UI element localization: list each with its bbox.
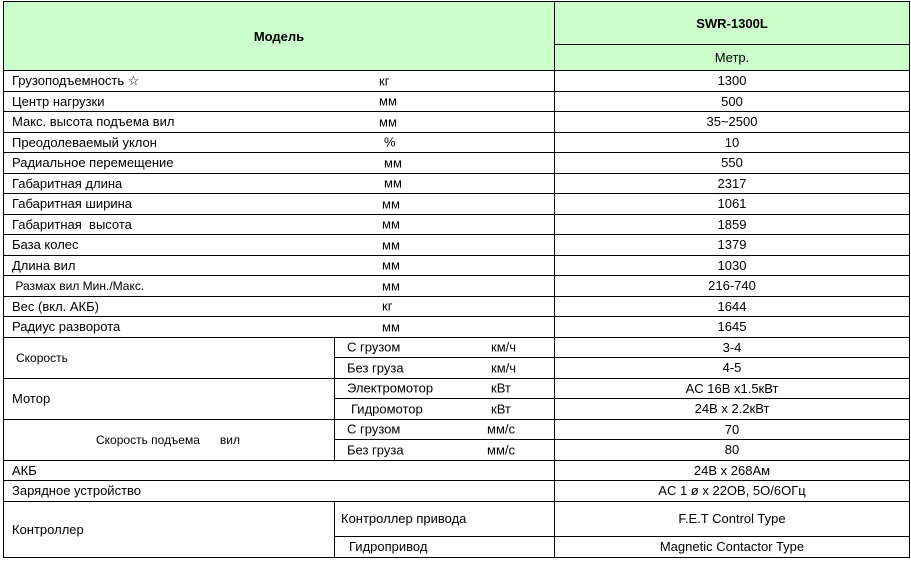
row-value: Magnetic Contactor Type (555, 536, 910, 557)
row-unit: мм (382, 278, 400, 294)
row-name (4, 71, 555, 92)
table-row (4, 194, 910, 215)
row-value: 1030 (555, 255, 910, 276)
table-row (4, 276, 910, 297)
column-unit: Метр. (555, 45, 910, 71)
row-value: AC 16В x1.5кВт (555, 378, 910, 399)
row-label: Габаритная высота (12, 216, 132, 232)
row-label: Габаритная ширина (12, 196, 133, 212)
table-row (4, 337, 910, 358)
sub-unit: кВт (491, 401, 511, 417)
row-value: 1300 (555, 71, 910, 92)
row-unit: мм (382, 237, 400, 253)
table-row (4, 317, 910, 338)
table-row (4, 235, 910, 256)
controller-drive: Контроллер привода (335, 501, 555, 536)
row-value: 1859 (555, 214, 910, 235)
row-unit: мм (382, 319, 400, 335)
row-value: 1645 (555, 317, 910, 338)
table-row (4, 71, 910, 92)
sub-unit: мм/с (487, 421, 515, 437)
controller-label: Контроллер (4, 501, 335, 557)
row-value: 70 (555, 419, 910, 440)
table-row (4, 460, 910, 481)
row-unit: мм (379, 93, 397, 109)
row-value: 24В x 2.2кВт (555, 399, 910, 420)
row-name (4, 112, 555, 133)
row-name (4, 214, 555, 235)
speed-loaded (335, 337, 555, 358)
row-unit: мм (382, 257, 400, 273)
motor-hydraulic (335, 399, 555, 420)
sub-label: Гидромотор (351, 401, 423, 417)
table-row (4, 173, 910, 194)
table-row (4, 112, 910, 133)
table-row (4, 153, 910, 174)
motor-electric (335, 378, 555, 399)
battery-label: АКБ (4, 460, 555, 481)
row-name (4, 153, 555, 174)
sub-unit: км/ч (491, 360, 517, 376)
row-label: Преодолеваемый уклон (12, 134, 157, 150)
row-label: Размах вил Мин./Макс. (12, 278, 145, 293)
table-row (4, 91, 910, 112)
row-name (4, 132, 555, 153)
sub-unit: км/ч (491, 339, 517, 355)
lift-speed-unloaded (335, 440, 555, 461)
sub-label: Электромотор (347, 380, 434, 396)
row-unit: мм (382, 196, 400, 212)
model-header: Модель (4, 2, 555, 71)
row-value: 4-5 (555, 358, 910, 379)
row-value: F.E.T Control Type (555, 501, 910, 536)
row-name (4, 255, 555, 276)
speed-label: Скорость (4, 337, 335, 378)
row-value: 1061 (555, 194, 910, 215)
row-label: Центр нагрузки (12, 93, 105, 109)
row-label: Радиальное перемещение (12, 155, 174, 171)
sub-label: С грузом (347, 421, 401, 437)
table-row (4, 296, 910, 317)
row-unit: мм (384, 155, 402, 171)
speed-unloaded (335, 358, 555, 379)
row-value: 216-740 (555, 276, 910, 297)
row-name (4, 276, 555, 297)
table-row (4, 378, 910, 399)
row-value: 1379 (555, 235, 910, 256)
model-code: SWR-1300L (555, 2, 910, 45)
lift-speed-loaded (335, 419, 555, 440)
sub-label: Без груза (347, 360, 404, 376)
row-unit: % (384, 134, 396, 150)
table-row (4, 419, 910, 440)
sub-unit: мм/с (487, 442, 515, 458)
row-name (4, 296, 555, 317)
row-name (4, 317, 555, 338)
table-row (4, 255, 910, 276)
table-row (4, 481, 910, 502)
row-value: 550 (555, 153, 910, 174)
row-unit: мм (384, 175, 402, 191)
row-label: Длина вил (12, 257, 76, 273)
row-label: Грузоподъемность ☆ (12, 72, 140, 88)
row-unit: мм (379, 114, 397, 130)
sub-unit: кВт (491, 380, 511, 396)
spec-table (3, 1, 910, 558)
row-value: 10 (555, 132, 910, 153)
sub-label: Без груза (347, 442, 404, 458)
table-row (4, 214, 910, 235)
row-name (4, 194, 555, 215)
motor-label: Мотор (4, 378, 335, 419)
row-label: Макс. высота подъема вил (12, 114, 175, 130)
table-row (4, 132, 910, 153)
row-value: 80 (555, 440, 910, 461)
row-name (4, 173, 555, 194)
sub-label: С грузом (347, 339, 401, 355)
row-value: 500 (555, 91, 910, 112)
row-value: 2317 (555, 173, 910, 194)
row-label: Габаритная длина (12, 175, 123, 191)
lift-speed-label: Скорость подъема вил (4, 419, 335, 460)
row-value: 35~2500 (555, 112, 910, 133)
controller-hydraulic: Гидропривод (335, 536, 555, 557)
row-name (4, 235, 555, 256)
row-name (4, 91, 555, 112)
table-row (4, 501, 910, 536)
battery-value: 24В x 268Ам (555, 460, 910, 481)
charger-label: Зарядное устройство (4, 481, 555, 502)
row-unit: кг (379, 73, 390, 89)
row-value: 3-4 (555, 337, 910, 358)
row-unit: мм (382, 216, 400, 232)
charger-value: AC 1 ø x 22ОВ, 5О/6ОГц (555, 481, 910, 502)
row-unit: кг (382, 298, 393, 314)
row-label: Радиус разворота (12, 319, 121, 335)
row-label: Вес (вкл. АКБ) (12, 298, 99, 314)
row-value: 1644 (555, 296, 910, 317)
row-label: База колес (12, 237, 79, 253)
